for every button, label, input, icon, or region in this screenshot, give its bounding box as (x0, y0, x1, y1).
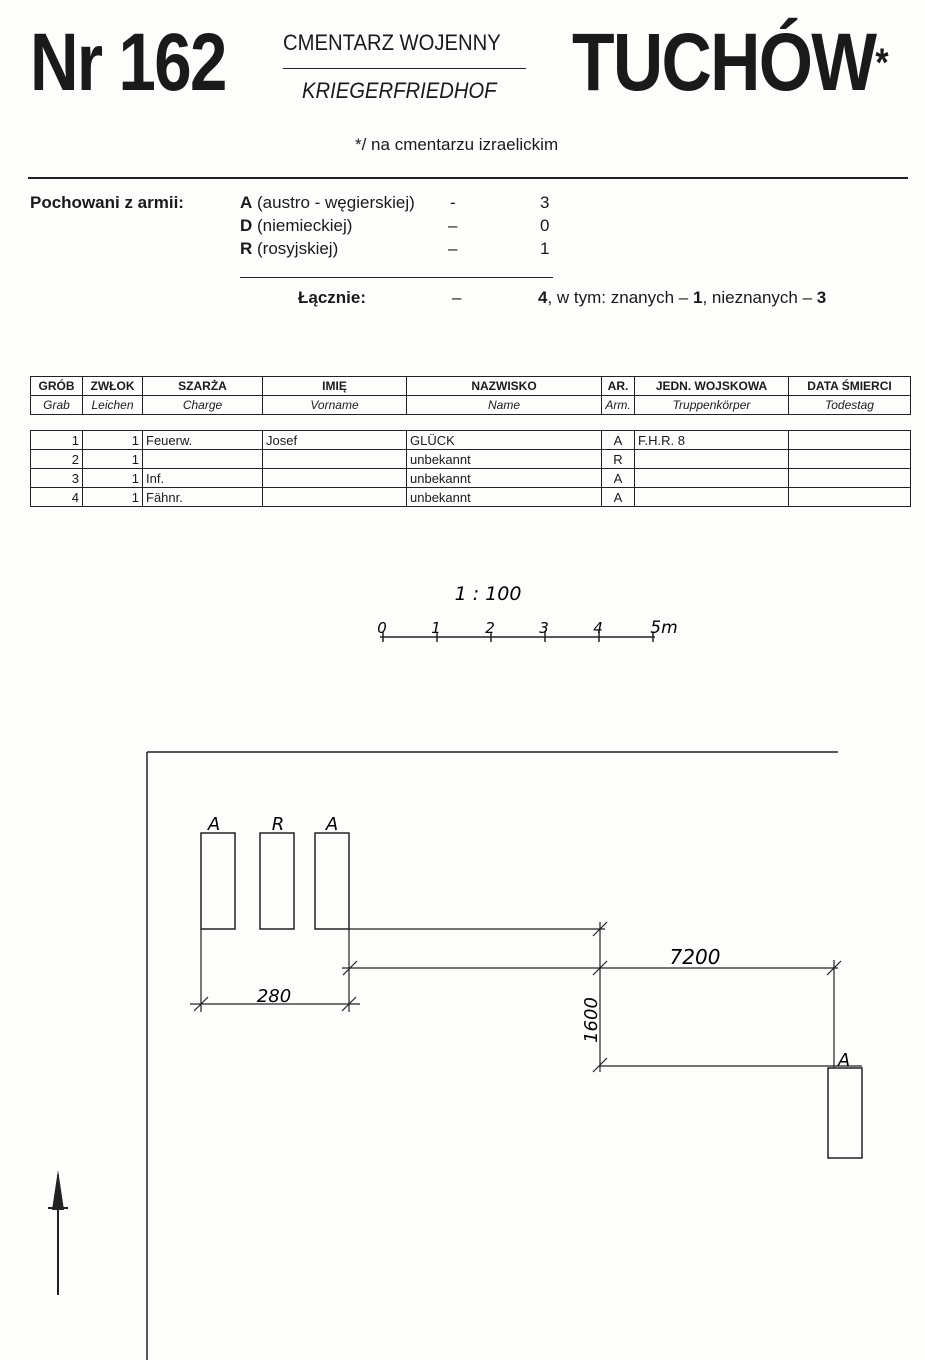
col-grave: GRÓB (31, 377, 83, 396)
scale-tick-2: 2 (485, 619, 495, 637)
col-grave-de: Grab (31, 396, 83, 415)
cell-grave: 1 (31, 431, 83, 450)
army-row-d-dash: – (448, 216, 458, 235)
footnote: */ na cmentarzu izraelickim (355, 135, 559, 154)
town-name: TUCHÓW* (572, 17, 887, 108)
cell-rank: Feuerw. (143, 431, 263, 450)
scale-tick-4: 4 (593, 619, 603, 637)
grave-1-army: A (207, 814, 221, 835)
grave-2 (260, 833, 294, 929)
dimension-280: 280 (256, 986, 292, 1007)
dimension-1600: 1600 (581, 997, 602, 1043)
total-dash: – (452, 288, 462, 307)
scale-tick-3: 3 (539, 619, 549, 637)
col-rank-de: Charge (143, 396, 263, 415)
cell-bodies: 1 (83, 469, 143, 488)
scale-tick-1: 1 (431, 619, 441, 637)
scale-tick-0: 0 (377, 619, 387, 637)
cell-date (789, 488, 911, 507)
total-rule (240, 277, 553, 278)
cell-first-name (263, 488, 407, 507)
table-header (30, 376, 911, 415)
title-divider (283, 68, 526, 69)
grave-1 (201, 833, 235, 929)
title-german: KRIEGERFRIEDHOF (302, 78, 497, 103)
grave-2-army: R (271, 814, 285, 835)
total-label: Łącznie: (298, 288, 367, 307)
scale-label: 1 : 100 (454, 583, 522, 605)
army-row-d-count: 0 (540, 216, 550, 235)
cemetery-plan (0, 560, 925, 1360)
cell-first-name: Josef (263, 431, 407, 450)
col-unit-de: Truppenkörper (635, 396, 789, 415)
col-bodies-de: Leichen (83, 396, 143, 415)
scale-tick-5: 5m (650, 618, 678, 638)
table-row (31, 431, 911, 450)
total-value: 4, w tym: znanych – 1, nieznanych – 3 (538, 288, 827, 307)
army-row-r-dash: – (448, 239, 458, 258)
army-row-r: R (rosyjskiej) (240, 239, 339, 258)
cell-bodies: 1 (83, 450, 143, 469)
cell-last-name: unbekannt (407, 450, 602, 469)
col-date: DATA ŚMIERCI (789, 377, 911, 396)
table-row (31, 469, 911, 488)
cell-rank (143, 450, 263, 469)
col-last-name: NAZWISKO (407, 377, 602, 396)
cemetery-number: Nr 162 (30, 17, 226, 108)
cell-rank: Fähnr. (143, 488, 263, 507)
army-row-a-count: 3 (540, 193, 550, 212)
col-army-de: Arm. (602, 396, 635, 415)
cell-first-name (263, 469, 407, 488)
grave-4-army: A (837, 1050, 851, 1071)
grave-4 (828, 1068, 862, 1158)
cell-unit (635, 488, 789, 507)
cell-first-name (263, 450, 407, 469)
cell-unit: F.H.R. 8 (635, 431, 789, 450)
cell-last-name: unbekannt (407, 469, 602, 488)
col-last-name-de: Name (407, 396, 602, 415)
title-polish: CMENTARZ WOJENNY (283, 30, 501, 55)
table-body (30, 430, 911, 507)
cemetery-boundary (147, 752, 838, 1360)
cell-last-name: unbekannt (407, 488, 602, 507)
cell-bodies: 1 (83, 488, 143, 507)
col-first-name: IMIĘ (263, 377, 407, 396)
army-row-a: A (austro - węgierskiej) (240, 193, 415, 212)
town-footnote-mark: * (875, 41, 887, 85)
cell-army: A (602, 469, 635, 488)
grave-3 (315, 833, 349, 929)
cell-grave: 3 (31, 469, 83, 488)
table-row (31, 450, 911, 469)
army-row-d: D (niemieckiej) (240, 216, 353, 235)
cell-unit (635, 450, 789, 469)
cell-grave: 2 (31, 450, 83, 469)
col-date-de: Todestag (789, 396, 911, 415)
cell-grave: 4 (31, 488, 83, 507)
header-row-polish (31, 377, 911, 396)
cell-rank: Inf. (143, 469, 263, 488)
army-row-a-dash: - (450, 193, 456, 212)
dimension-7200: 7200 (669, 945, 721, 969)
col-unit: JEDN. WOJSKOWA (635, 377, 789, 396)
col-bodies: ZWŁOK (83, 377, 143, 396)
armies-label: Pochowani z armii: (30, 193, 184, 212)
col-first-name-de: Vorname (263, 396, 407, 415)
cell-date (789, 450, 911, 469)
table-row (31, 488, 911, 507)
header-row-german (31, 396, 911, 415)
cell-army: A (602, 431, 635, 450)
cell-army: A (602, 488, 635, 507)
cell-army: R (602, 450, 635, 469)
cell-date (789, 431, 911, 450)
cell-bodies: 1 (83, 431, 143, 450)
army-row-r-count: 1 (540, 239, 550, 258)
grave-3-army: A (325, 814, 339, 835)
cell-date (789, 469, 911, 488)
header-rule (28, 177, 908, 179)
col-rank: SZARŻA (143, 377, 263, 396)
cell-last-name: GLÜCK (407, 431, 602, 450)
col-army: AR. (602, 377, 635, 396)
north-arrow-icon (48, 1170, 68, 1295)
cell-unit (635, 469, 789, 488)
